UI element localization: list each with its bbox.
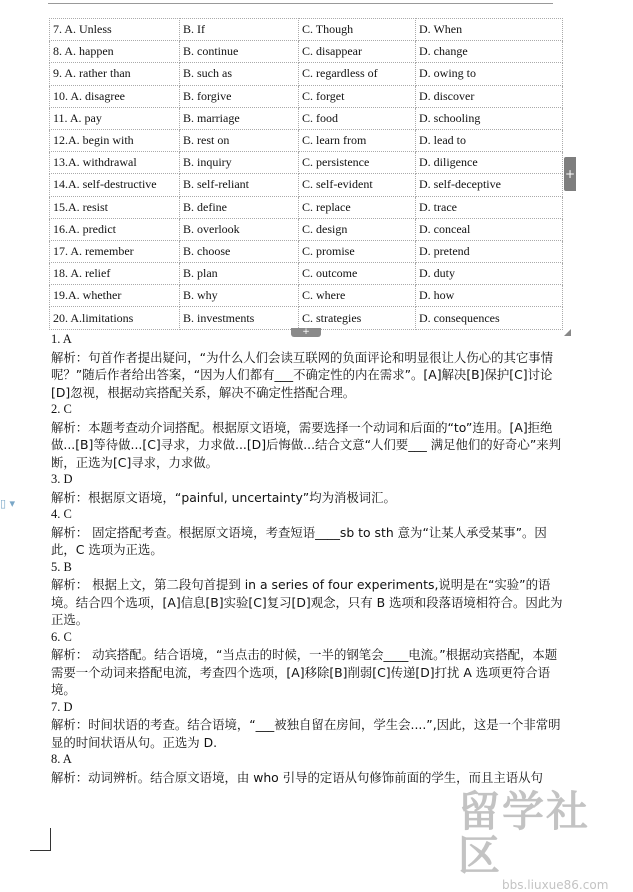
table-cell: D. discover: [416, 85, 563, 107]
table-row: [50, 307, 563, 329]
table-cell: C. regardless of: [299, 63, 416, 85]
table-cell: 11. A. pay: [50, 107, 180, 129]
table-cell: 7. A. Unless: [50, 19, 180, 41]
table-row: [50, 63, 563, 85]
table-cell: 20. A.limitations: [50, 307, 180, 329]
table-cell: D. conceal: [416, 218, 563, 240]
answer-number: 3. D: [51, 472, 73, 486]
table-cell: C. where: [299, 285, 416, 307]
explanation-text: 解析： 动宾搭配。结合语境，“当点击的时候，一半的钢笔会____电流。”根据动宾搭配，本题需要一个动词来搭配电流，考查四个选项，[A]移除[B]削弱[C]传递[D]打扰 A 选项更符合语境。: [51, 647, 558, 697]
table-cell: D. schooling: [416, 107, 563, 129]
table-cell: D. When: [416, 19, 563, 41]
explanation-text: 解析：动词辨析。结合原文语境，由 who 引导的定语从句修饰前面的学生，而且主语从句: [51, 769, 543, 785]
table-cell: 9. A. rather than: [50, 63, 180, 85]
table-row: [50, 196, 563, 218]
explanation-text: 解析：本题考查动介词搭配。根据原文语境，需要选择一个动词和后面的“to”连用。[A]拒绝做...[B]等待做...[C]寻求，力求做...[D]后悔做...结合文意“人们要___ 满足他们的好奇心”来判断，正选为[C]寻求，力求做。: [51, 419, 562, 470]
table-row: [50, 129, 563, 151]
table-cell: B. why: [180, 285, 299, 307]
table-row: [50, 41, 563, 63]
table-cell: B. inquiry: [180, 152, 299, 174]
table-cell: D. consequences: [416, 307, 563, 329]
answer-number: 7. D: [51, 699, 73, 714]
options-table: [49, 18, 563, 330]
table-cell: 16.A. predict: [50, 218, 180, 240]
table-cell: 10. A. disagree: [50, 85, 180, 107]
table-cell: B. forgive: [180, 85, 299, 107]
table-cell: B. such as: [180, 63, 299, 85]
watermark-url: bbs.liuxue86.com: [502, 878, 609, 892]
watermark-logo: 留学社区: [458, 787, 591, 880]
table-cell: 15.A. resist: [50, 196, 180, 218]
navigation-marker-icon[interactable]: ▯ ▾: [0, 497, 16, 510]
table-row: [50, 19, 563, 41]
table-cell: C. replace: [299, 196, 416, 218]
table-cell: C. self-evident: [299, 174, 416, 196]
table-cell: D. how: [416, 285, 563, 307]
answer-number: 8. A: [51, 752, 72, 766]
table-cell: B. overlook: [180, 218, 299, 240]
table-cell: B. marriage: [180, 107, 299, 129]
table-cell: C. forget: [299, 85, 416, 107]
answer-number: 1. A: [51, 332, 72, 346]
table-row: [50, 152, 563, 174]
table-cell: D. duty: [416, 263, 563, 285]
table-row: [50, 263, 563, 285]
table-cell: 14.A. self-destructive: [50, 174, 180, 196]
table-cell: 17. A. remember: [50, 240, 180, 262]
table-row: [50, 85, 563, 107]
table-cell: C. persistence: [299, 152, 416, 174]
table-cell: B. choose: [180, 240, 299, 262]
table-cell: B. If: [180, 19, 299, 41]
table-cell: D. lead to: [416, 129, 563, 151]
table-cell: D. owing to: [416, 63, 563, 85]
explanation-text: 解析：根据原文语境，“painful, uncertainty”均为消极词汇。: [51, 489, 396, 505]
table-cell: B. plan: [180, 263, 299, 285]
page-corner-mark: [30, 828, 51, 851]
explanations: [51, 331, 563, 786]
table-cell: C. learn from: [299, 129, 416, 151]
answer-number: 5. B: [51, 559, 72, 574]
table-cell: B. continue: [180, 41, 299, 63]
table-cell: D. trace: [416, 196, 563, 218]
table-cell: D. change: [416, 41, 563, 63]
table-cell: D. diligence: [416, 152, 563, 174]
table-row: [50, 107, 563, 129]
table-cell: B. rest on: [180, 129, 299, 151]
table-cell: 12.A. begin with: [50, 129, 180, 151]
table-cell: C. outcome: [299, 263, 416, 285]
table-cell: B. investments: [180, 307, 299, 329]
explanation-text: 解析：时间状语的考查。结合语境，“___被独自留在房间，学生会....”,因此，这是一个非常明显的时间状语从句。正选为 D.: [51, 717, 561, 750]
plus-icon: +: [302, 327, 310, 337]
table-cell: D. pretend: [416, 240, 563, 262]
table-cell: B. define: [180, 196, 299, 218]
header-rule: [48, 3, 553, 4]
table-cell: C. Though: [299, 19, 416, 41]
table-cell: 13.A. withdrawal: [50, 152, 180, 174]
explanation-text: 解析：句首作者提出疑问，“为什么人们会读互联网的负面评论和明显很让人伤心的其它事情呢？”随后作者给出答案，“因为人们都有___不确定性的内在需求”。[A]解决[B]保护[C]讨论[D]忽视，根据动宾搭配关系，解决不确定性搭配合理。: [51, 349, 554, 400]
answer-number: 4. C: [51, 507, 72, 521]
table-add-column-handle[interactable]: [564, 157, 576, 191]
table-cell: C. disappear: [299, 41, 416, 63]
table-cell: 18. A. relief: [50, 263, 180, 285]
table-cell: C. strategies: [299, 307, 416, 329]
explanation-text: 解析： 根据上文，第二段句首提到 in a series of four experiments,说明是在“实验”的语境。结合四个选项，[A]信息[B]实验[C]复习[D]观念，只有 B 选项和段落语境相符合。因此为正选。: [51, 577, 563, 627]
table-cell: D. self-deceptive: [416, 174, 563, 196]
table-cell: 19.A. whether: [50, 285, 180, 307]
table-row: [50, 240, 563, 262]
plus-icon: +: [564, 167, 576, 181]
table-row: [50, 174, 563, 196]
table-cell: B. self-reliant: [180, 174, 299, 196]
table-cell: C. food: [299, 107, 416, 129]
table-cell: C. design: [299, 218, 416, 240]
table-cell: 8. A. happen: [50, 41, 180, 63]
answer-number: 6. C: [51, 629, 72, 644]
table-resize-handle[interactable]: [564, 329, 571, 336]
watermark: [458, 787, 633, 892]
explanation-text: 解析： 固定搭配考查。根据原文语境，考查短语____sb to sth 意为“让某人承受某事”。因此，C 选项为正选。: [51, 524, 547, 557]
table-row: [50, 218, 563, 240]
answer-number: 2. C: [51, 402, 72, 416]
table-cell: C. promise: [299, 240, 416, 262]
table-row: [50, 285, 563, 307]
